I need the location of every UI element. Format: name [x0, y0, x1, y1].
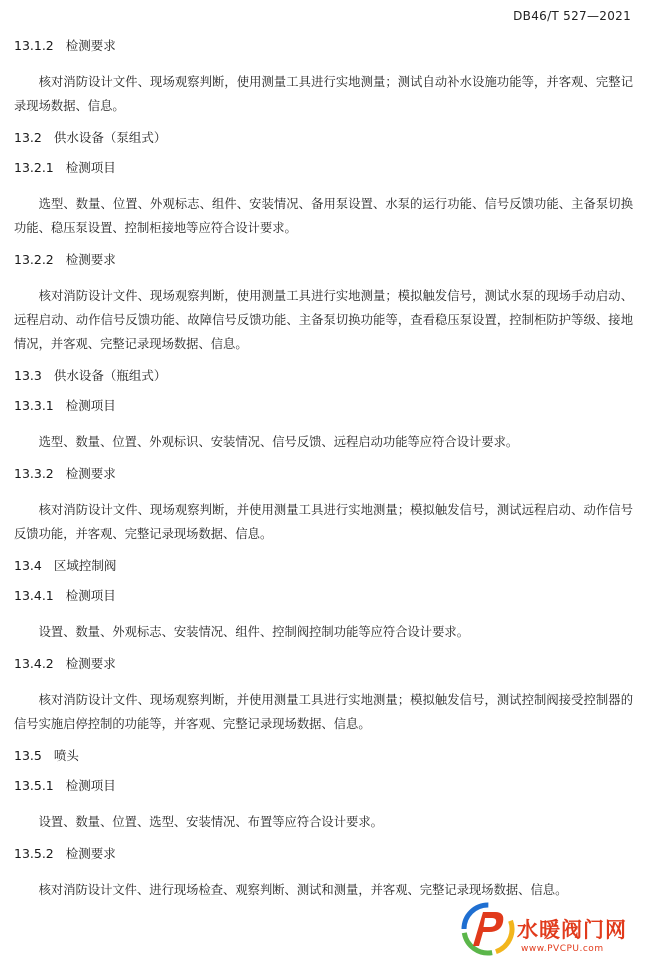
- heading-13-3-1: [14, 396, 633, 416]
- heading-13-2: [14, 128, 633, 148]
- paragraph-13-2-1: 选型、数量、位置、外观标志、组件、安装情况、备用泵设置、水泵的运行功能、信号反馈功能、主备泵切换功能、稳压泵设置、控制柜接地等应符合设计要求。: [14, 197, 633, 235]
- paragraph-13-1-2: 核对消防设计文件、现场观察判断，使用测量工具进行实地测量；测试自动补水设施功能等，并客观、完整记录现场数据、信息。: [14, 75, 633, 113]
- watermark-name: 水暖阀门网: [517, 918, 627, 942]
- heading-13-2-2: [14, 250, 633, 270]
- paragraph-13-2-2: 核对消防设计文件、现场观察判断，使用测量工具进行实地测量；模拟触发信号，测试水泵的现场手动启动、远程启动、动作信号反馈功能、故障信号反馈功能、主备泵切换功能等，查看稳压泵设置，控制柜防护等级、接地情况，并客观、完整记录现场数据、信息。: [14, 289, 633, 351]
- section-title: 检测要求: [65, 656, 116, 671]
- paragraph-13-3-1: 选型、数量、位置、外观标识、安装情况、信号反馈、远程启动功能等应符合设计要求。: [38, 435, 519, 449]
- heading-13-3-2: [14, 464, 633, 484]
- paragraph-13-4-2: 核对消防设计文件、现场观察判断，并使用测量工具进行实地测量；模拟触发信号，测试控制阀接受控制器的信号实施启停控制的功能等，并客观、完整记录现场数据、信息。: [14, 693, 633, 731]
- section-number: 13.2: [14, 130, 42, 145]
- heading-13-3: [14, 366, 633, 386]
- section-title: 区域控制阀: [53, 558, 117, 573]
- paragraph-13-3-2: 核对消防设计文件、现场观察判断，并使用测量工具进行实地测量；模拟触发信号，测试远程启动、动作信号反馈功能，并客观、完整记录现场数据、信息。: [14, 503, 633, 541]
- paragraph-13-5-1: 设置、数量、位置、选型、安装情况、布置等应符合设计要求。: [38, 815, 383, 829]
- section-number: 13.3.1: [14, 398, 54, 413]
- document-body: [14, 36, 633, 902]
- section-title: 检测要求: [65, 38, 116, 53]
- heading-13-4-1: [14, 586, 633, 606]
- watermark-url: www.PVCPU.com: [521, 944, 604, 954]
- heading-13-4-2: [14, 654, 633, 674]
- section-number: 13.4: [14, 558, 42, 573]
- section-number: 13.3.2: [14, 466, 54, 481]
- section-title: 检测项目: [65, 398, 116, 413]
- section-number: 13.5.2: [14, 846, 54, 861]
- heading-13-4: [14, 556, 633, 576]
- heading-13-5-2: [14, 844, 633, 864]
- section-title: 喷头: [53, 748, 79, 763]
- section-number: 13.5: [14, 748, 42, 763]
- section-number: 13.4.2: [14, 656, 54, 671]
- paragraph-13-4-1: 设置、数量、外观标志、安装情况、组件、控制阀控制功能等应符合设计要求。: [38, 625, 469, 639]
- section-title: 检测项目: [65, 588, 116, 603]
- section-title: 供水设备（瓶组式）: [53, 368, 167, 383]
- section-title: 检测要求: [65, 466, 116, 481]
- section-title: 检测项目: [65, 778, 116, 793]
- section-title: 检测项目: [65, 160, 116, 175]
- section-number: 13.3: [14, 368, 42, 383]
- section-title: 检测要求: [65, 846, 116, 861]
- heading-13-5: [14, 746, 633, 766]
- site-watermark: [459, 892, 639, 964]
- watermark-logo-icon: [461, 902, 515, 956]
- section-title: 检测要求: [65, 252, 116, 267]
- heading-13-5-1: [14, 776, 633, 796]
- section-number: 13.2.2: [14, 252, 54, 267]
- heading-13-1-2: [14, 36, 633, 56]
- section-title: 供水设备（泵组式）: [53, 130, 167, 145]
- paragraph-13-5-2: 核对消防设计文件、进行现场检查、观察判断、测试和测量，并客观、完整记录现场数据、信息。: [38, 883, 568, 897]
- section-number: 13.1.2: [14, 38, 54, 53]
- header-doc-code: DB46/T 527—2021: [513, 9, 631, 23]
- heading-13-2-1: [14, 158, 633, 178]
- section-number: 13.5.1: [14, 778, 54, 793]
- section-number: 13.4.1: [14, 588, 54, 603]
- section-number: 13.2.1: [14, 160, 54, 175]
